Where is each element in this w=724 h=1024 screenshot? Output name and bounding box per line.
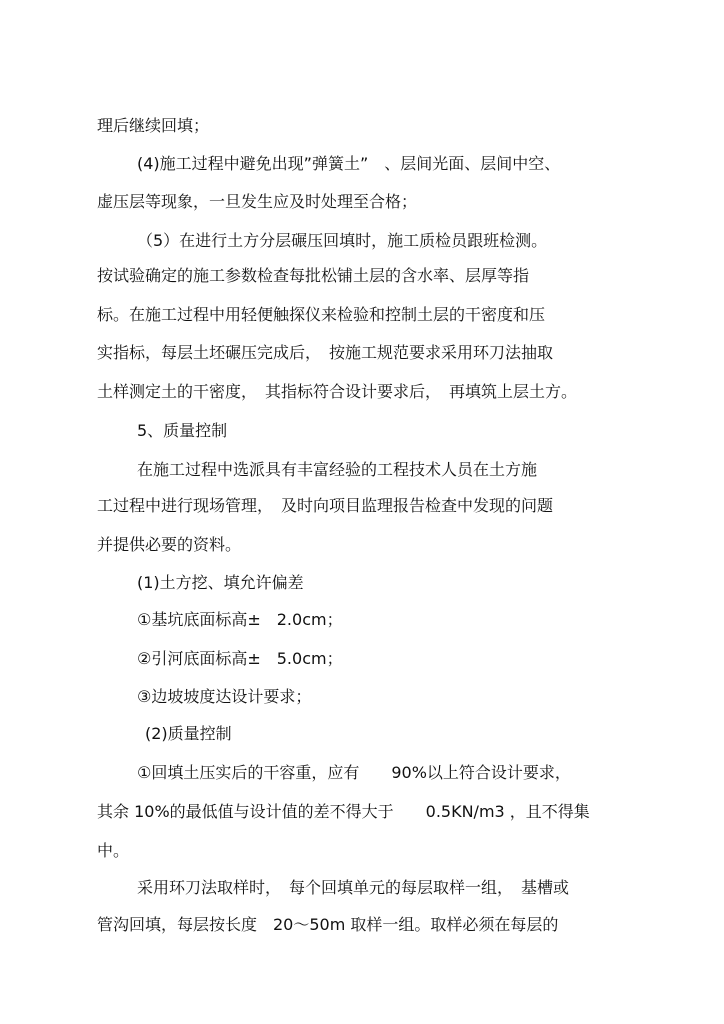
text-line-18: ①回填土压实后的干容重，应有 90%以上符合设计要求，	[137, 763, 571, 782]
list-item-3: ③边坡坡度达设计要求；	[137, 687, 312, 706]
text-line-8: 土样测定土的干密度， 其指标符合设计要求后， 再填筑上层土方。	[97, 382, 578, 401]
text-line-6: 标。在施工过程中用轻便触探仪来检验和控制土层的干密度和压	[97, 305, 546, 324]
text-line-5: 按试验确定的施工参数检查每批松铺土层的含水率、层厚等指	[97, 266, 530, 285]
list-item-2: ②引河底面标高± 5.0cm；	[137, 649, 343, 668]
subsection-heading-1: (1)土方挖、填允许偏差	[137, 573, 304, 592]
text-line-12: 并提供必要的资料。	[97, 535, 242, 554]
text-line-19: 其余 10%的最低值与设计值的差不得大于 0.5KN/m3 ，且不得集	[97, 802, 590, 821]
text-line-3: 虚压层等现象，一旦发生应及时处理至合格；	[97, 192, 418, 211]
text-line-10: 在施工过程中选派具有丰富经验的工程技术人员在土方施	[137, 460, 538, 479]
subsection-heading-2: (2)质量控制	[145, 724, 232, 743]
text-line-4: （5）在进行土方分层碾压回填时，施工质检员跟班检测。	[137, 231, 548, 250]
text-line-22: 管沟回填，每层按长度 20～50m 取样一组。取样必须在每层的	[97, 915, 559, 934]
text-line-21: 采用环刀法取样时， 每个回填单元的每层取样一组， 基槽或	[137, 878, 570, 897]
text-line-7: 实指标，每层土坯碾压完成后， 按施工规范要求采用环刀法抽取	[97, 343, 554, 362]
text-line-20: 中。	[97, 841, 130, 860]
text-line-1: 理后继续回填；	[97, 116, 210, 135]
text-line-11: 工过程中进行现场管理， 及时向项目监理报告检查中发现的问题	[97, 496, 554, 515]
list-item-1: ①基坑底面标高± 2.0cm；	[137, 610, 343, 629]
text-line-2: (4)施工过程中避免出现”弹簧土” 、层间光面、层间中空、	[137, 154, 561, 173]
section-heading: 5、质量控制	[137, 421, 228, 440]
